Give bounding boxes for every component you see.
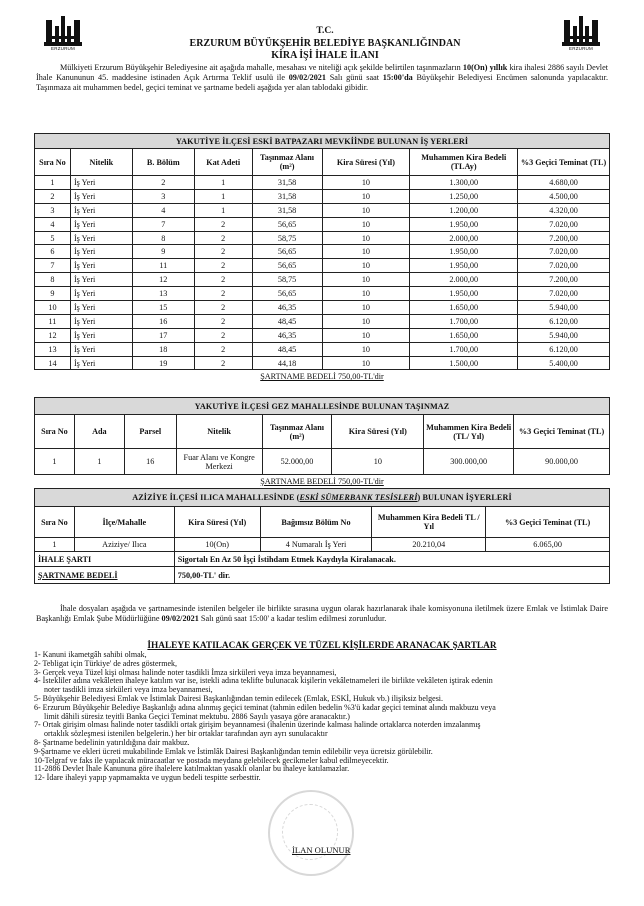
condition-item: 6- Erzurum Büyükşehir Belediye Başkanlığı adına alınmış geçici teminat (tahmin edilen bedelin %3'ü kadar geçici teminat alındı makbuzu veya <box>34 702 496 712</box>
table-cell: 1 <box>35 176 71 190</box>
table-cell: 1.650,00 <box>410 328 518 342</box>
table-cell: 56,65 <box>252 245 322 259</box>
table-cell: 15 <box>132 301 194 315</box>
table-cell: İş Yeri <box>70 259 132 273</box>
table-cell: 12 <box>132 273 194 287</box>
table-cell: 10 <box>322 273 410 287</box>
conditions-list <box>34 651 606 783</box>
table-cell: 18 <box>132 342 194 356</box>
table-cell: 2 <box>194 231 252 245</box>
table-cell: 7.200,00 <box>518 231 610 245</box>
header-institution: ERZURUM BÜYÜKŞEHİR BELEDİYE BAŞKANLIĞINDAN <box>189 38 461 49</box>
table-cell: 56,65 <box>252 259 322 273</box>
table-cell: 10 <box>322 301 410 315</box>
table-cell: 19 <box>132 356 194 370</box>
table-row <box>35 328 610 342</box>
condition-item: 3- Gerçek veya Tüzel kişi olması halinde noter tasdikli İmza sirküleri veya imza beyannamesi, <box>34 667 337 677</box>
column-header: Muhammen Kira Bedeli TL / Yıl <box>372 507 486 538</box>
header-tc: T.C. <box>316 26 334 36</box>
table-header-row <box>35 415 610 449</box>
table-cell: 2 <box>194 314 252 328</box>
table-cell: 1.950,00 <box>410 287 518 301</box>
table-cell: 1 <box>35 538 75 552</box>
table-cell: 1 <box>194 203 252 217</box>
table-cell: 44,18 <box>252 356 322 370</box>
condition-item: 5- Büyükşehir Belediyesi Emlak ve İstimlak Dairesi Başkanlığından temin edilecek (Emlak, ESKİ, Hukuk vb.) ilişiksiz belgesi. <box>34 693 444 703</box>
table-cell: 48,45 <box>252 314 322 328</box>
table-cell: 2 <box>194 245 252 259</box>
column-header: Taşınmaz Alanı (m²) <box>262 415 332 449</box>
table-row <box>35 189 610 203</box>
condition-item: 7- Ortak girişim olması halinde noter tasdikli ortak girişim beyannamesi (ihalenin üzerinde kalması halinde ortaklarca noterden imzalanmış <box>34 720 481 730</box>
building-logo-icon <box>44 14 82 46</box>
table-cell: İş Yeri <box>70 245 132 259</box>
table-cell: 4 <box>132 203 194 217</box>
table-cell: 10 <box>322 231 410 245</box>
column-header: Nitelik <box>70 149 132 176</box>
condition-item: 2- Tebligat için Türkiye' de adres göstermek, <box>34 658 177 668</box>
table-cell: 2 <box>35 189 71 203</box>
column-header: %3 Geçici Teminat (TL) <box>518 149 610 176</box>
table-cell: 16 <box>124 449 176 475</box>
table-cell: 1.300,00 <box>410 176 518 190</box>
table-row <box>35 342 610 356</box>
condition-item: noter tasdikli imza sirküleri veya imza beyannamesi, <box>44 685 213 695</box>
submission-paragraph: İhale dosyaları aşağıda ve şartnamesinde istenilen belgeler ile birlikte sırasına uygun olarak hazırlanarak ihale komisyonuna iletilmek üzere Emlak ve İstimlak Daire Başkanlığı Emlak Şube Müdürlüğüne 09/02/2021 Salı günü saat 15:00' a kadar teslim edilmesi zorunludur. <box>36 604 608 623</box>
condition-item: 1- Kanuni ikametgâh sahibi olmak, <box>34 650 147 659</box>
table-cell: 1 <box>35 449 75 475</box>
table-cell: 31,58 <box>252 189 322 203</box>
table-cell: İş Yeri <box>70 342 132 356</box>
logo-caption: ERZURUM <box>569 46 593 51</box>
table-cell: 10 <box>322 342 410 356</box>
table-cell: 12 <box>35 328 71 342</box>
table-row <box>35 314 610 328</box>
header-title: KİRA İŞİ İHALE İLANI <box>271 50 379 61</box>
table-cell: 10 <box>322 259 410 273</box>
table-cell: 300.000,00 <box>424 449 514 475</box>
table-cell: 5 <box>35 231 71 245</box>
table-cell: 9 <box>132 245 194 259</box>
table-cell: 4.500,00 <box>518 189 610 203</box>
table-title: YAKUTİYE İLÇESİ GEZ MAHALLESİNDE BULUNAN TAŞINMAZ <box>35 398 610 415</box>
table-cell: 31,58 <box>252 176 322 190</box>
table-cell: 1.950,00 <box>410 217 518 231</box>
table-cell: 6.065,00 <box>486 538 610 552</box>
table-header-row <box>35 507 610 538</box>
conditions-title: İHALEYE KATILACAK GERÇEK VE TÜZEL KİŞİLERDE ARANACAK ŞARTLAR <box>147 641 497 651</box>
table-cell: 56,65 <box>252 217 322 231</box>
table-cell: 31,58 <box>252 203 322 217</box>
table-cell: İş Yeri <box>70 287 132 301</box>
table-cell: İş Yeri <box>70 328 132 342</box>
condition-item: 8- Şartname bedelinin yatırıldığına dair makbuz. <box>34 737 190 747</box>
table-cell: 7.020,00 <box>518 259 610 273</box>
logo-caption: ERZURUM <box>51 46 75 51</box>
table-cell: Aziziye/ Ilıca <box>74 538 174 552</box>
column-header: %3 Geçici Teminat (TL) <box>514 415 610 449</box>
table-cell: 7 <box>35 259 71 273</box>
table-cell: İş Yeri <box>70 189 132 203</box>
column-header: Sıra No <box>35 415 75 449</box>
table-cell: 11 <box>132 259 194 273</box>
table-cell: 13 <box>35 342 71 356</box>
table-cell: Fuar Alanı ve Kongre Merkezi <box>176 449 262 475</box>
table-cell: 2.000,00 <box>410 231 518 245</box>
sartname-label: ŞARTNAME BEDELİ <box>35 567 175 584</box>
intro-paragraph: Mülkiyeti Erzurum Büyükşehir Belediyesine ait aşağıda mahalle, mesahası ve niteliği açık şekilde belirtilen taşınmazların 10(On) yıllık kira ihalesi 2886 sayılı Devlet İhale Kanununun 45. maddesine istinaden Açık Artırma Teklif usulü ile 09/02/2021 Salı günü saat 15:00'da Büyükşehir Belediyesi Encümen salonunda yapılacaktır. Taşınmaza ait muhammen bedel, geçici teminat ve şartname bedeli aşağıda yer alan tablodaki gibidir. <box>36 63 609 92</box>
column-header: Ada <box>74 415 124 449</box>
table-cell: 10 <box>332 449 424 475</box>
column-header: Kira Süresi (Yıl) <box>332 415 424 449</box>
table-row <box>35 203 610 217</box>
municipality-logo-right <box>562 14 600 54</box>
condition-item: 12- İdare ihaleyi yapıp yapmamakta ve uygun bedeli tespitte serbesttir. <box>34 773 261 783</box>
column-header: İlçe/Mahalle <box>74 507 174 538</box>
table-cell: İş Yeri <box>70 176 132 190</box>
table-cell: 1.950,00 <box>410 259 518 273</box>
column-header: Taşınmaz Alanı (m²) <box>252 149 322 176</box>
table-cell: 58,75 <box>252 231 322 245</box>
table-row <box>35 245 610 259</box>
table-cell: İş Yeri <box>70 356 132 370</box>
table-cell: 10 <box>322 356 410 370</box>
table-cell: 5.400,00 <box>518 356 610 370</box>
table-cell: 10 <box>322 328 410 342</box>
table-cell: 20.210,04 <box>372 538 486 552</box>
table-cell: 1.700,00 <box>410 342 518 356</box>
table-cell: 7 <box>132 217 194 231</box>
table-cell: 46,35 <box>252 301 322 315</box>
table-cell: 1.250,00 <box>410 189 518 203</box>
table-cell: 4 <box>35 217 71 231</box>
table-cell: 10 <box>322 203 410 217</box>
table-cell: 1 <box>194 176 252 190</box>
signature-line: İLAN OLUNUR <box>292 845 351 855</box>
table-cell: 6 <box>35 245 71 259</box>
table-cell: 8 <box>132 231 194 245</box>
sartname-note: ŞARTNAME BEDELİ 750,00-TL'dir <box>260 372 384 382</box>
table-cell: 4 Numaralı İş Yeri <box>260 538 372 552</box>
table-cell: 9 <box>35 287 71 301</box>
condition-item: 4- İstekliler adına vekâleten ihaleye katılım var ise, istekli adına teklifte bulunacak kişilerin vekâletnameleri ile birlikte vekâleten iştirak edenin <box>34 676 493 686</box>
table-cell: 7.020,00 <box>518 217 610 231</box>
table-cell: 13 <box>132 287 194 301</box>
condition-item: 10-Telgraf ve faks ile yapılacak müracaatlar ve postada meydana gelebilecek gecikmeler kabul edilmeyecektir. <box>34 755 389 765</box>
table-cell: 52.000,00 <box>262 449 332 475</box>
table-cell: 2 <box>194 217 252 231</box>
table-cell: 10 <box>322 287 410 301</box>
table-row <box>35 538 610 552</box>
column-header: Sıra No <box>35 507 75 538</box>
table-row <box>35 176 610 190</box>
table-row <box>35 231 610 245</box>
table-cell: 14 <box>35 356 71 370</box>
table-cell: 17 <box>132 328 194 342</box>
table-cell: 6.120,00 <box>518 314 610 328</box>
table-cell: 10 <box>322 189 410 203</box>
table-cell: İş Yeri <box>70 217 132 231</box>
table-cell: 8 <box>35 273 71 287</box>
table-cell: 58,75 <box>252 273 322 287</box>
column-header: Sıra No <box>35 149 71 176</box>
ilica-table <box>34 488 610 584</box>
table-cell: 7.020,00 <box>518 287 610 301</box>
table-row <box>35 356 610 370</box>
table-cell: 7.020,00 <box>518 245 610 259</box>
table-cell: 56,65 <box>252 287 322 301</box>
table-cell: 4.680,00 <box>518 176 610 190</box>
table-row <box>35 301 610 315</box>
table-cell: 10 <box>322 245 410 259</box>
table-cell: 4.320,00 <box>518 203 610 217</box>
table-cell: 1.650,00 <box>410 301 518 315</box>
table-row <box>35 217 610 231</box>
table-cell: 2 <box>132 176 194 190</box>
table-cell: İş Yeri <box>70 273 132 287</box>
table-title: YAKUTİYE İLÇESİ ESKİ BATPAZARI MEVKİİNDE BULUNAN İŞ YERLERİ <box>35 134 610 149</box>
table-cell: 2 <box>194 273 252 287</box>
table-cell: 10(On) <box>174 538 260 552</box>
table-cell: 10 <box>322 217 410 231</box>
table-cell: 1 <box>194 189 252 203</box>
table-row <box>35 259 610 273</box>
condition-item: 11-2886 Devlet İhale Kanununa göre ihalelere katılmaktan yasaklı olanlar bu ihaleye katılamazlar. <box>34 764 350 774</box>
table-cell: 2 <box>194 342 252 356</box>
table-cell: İş Yeri <box>70 301 132 315</box>
column-header: Bağımsız Bölüm No <box>260 507 372 538</box>
column-header: Nitelik <box>176 415 262 449</box>
table-cell: 11 <box>35 314 71 328</box>
building-logo-icon <box>562 14 600 46</box>
sartname-value: 750,00-TL' dir. <box>174 567 609 584</box>
column-header: Parsel <box>124 415 176 449</box>
batpazari-table <box>34 133 610 383</box>
table-cell: İş Yeri <box>70 203 132 217</box>
column-header: Muhammen Kira Bedeli (TLAy) <box>410 149 518 176</box>
table-cell: 3 <box>132 189 194 203</box>
sartname-note: ŞARTNAME BEDELİ 750,00-TL'dir <box>260 477 384 486</box>
table-row <box>35 273 610 287</box>
table-cell: 7.200,00 <box>518 273 610 287</box>
table-cell: 1.500,00 <box>410 356 518 370</box>
table-cell: 10 <box>322 176 410 190</box>
table-cell: 2.000,00 <box>410 273 518 287</box>
table-row <box>35 287 610 301</box>
column-header: Kat Adeti <box>194 149 252 176</box>
table-cell: 2 <box>194 259 252 273</box>
table-cell: 6.120,00 <box>518 342 610 356</box>
table-cell: 1.950,00 <box>410 245 518 259</box>
table-title: AZİZİYE İLÇESİ ILICA MAHALLESİNDE (ESKİ SÜMERBANK TESİSLERİ) BULUNAN İŞYERLERİ <box>35 489 610 507</box>
ihale-sarti-value: Sigortalı En Az 50 İşçi İstihdam Etmek Kaydıyla Kiralanacak. <box>174 552 609 567</box>
ihale-sarti-label: İHALE ŞARTI <box>35 552 175 567</box>
table-row <box>35 449 610 475</box>
table-cell: 2 <box>194 301 252 315</box>
column-header: Muhammen Kira Bedeli (TL/ Yıl) <box>424 415 514 449</box>
table-cell: İş Yeri <box>70 231 132 245</box>
table-cell: 3 <box>35 203 71 217</box>
gez-table <box>34 397 610 488</box>
table-cell: 2 <box>194 287 252 301</box>
column-header: Kira Süresi (Yıl) <box>322 149 410 176</box>
table-cell: 2 <box>194 328 252 342</box>
condition-item: 9-Şartname ve ekleri ücreti mukabilinde Emlak ve İstimlâk Dairesi Başkanlığından temin edilebilir veya ücretsiz görülebilir. <box>34 746 433 756</box>
table-cell: 10 <box>35 301 71 315</box>
table-cell: 48,45 <box>252 342 322 356</box>
column-header: %3 Geçici Teminat (TL) <box>486 507 610 538</box>
table-cell: 90.000,00 <box>514 449 610 475</box>
municipality-logo-left <box>44 14 82 54</box>
table-cell: 10 <box>322 314 410 328</box>
table-cell: 5.940,00 <box>518 301 610 315</box>
table-cell: 1 <box>74 449 124 475</box>
table-header-row <box>35 149 610 176</box>
table-cell: İş Yeri <box>70 314 132 328</box>
column-header: Kira Süresi (Yıl) <box>174 507 260 538</box>
condition-item: limit dâhili süresiz teyitli Banka Geçici Teminat mektubu. 2886 Sayılı yasaya göre aranacaktır.) <box>44 711 350 721</box>
table-cell: 1.700,00 <box>410 314 518 328</box>
official-stamp <box>268 790 354 876</box>
table-cell: 46,35 <box>252 328 322 342</box>
table-cell: 16 <box>132 314 194 328</box>
condition-item: ortaklık sözleşmesi istenilen belgelerin.) her bir ortaklar tarafından ayrı ayrı sunulacaktır <box>44 729 328 739</box>
column-header: B. Bölüm <box>132 149 194 176</box>
table-cell: 2 <box>194 356 252 370</box>
table-cell: 1.200,00 <box>410 203 518 217</box>
table-cell: 5.940,00 <box>518 328 610 342</box>
